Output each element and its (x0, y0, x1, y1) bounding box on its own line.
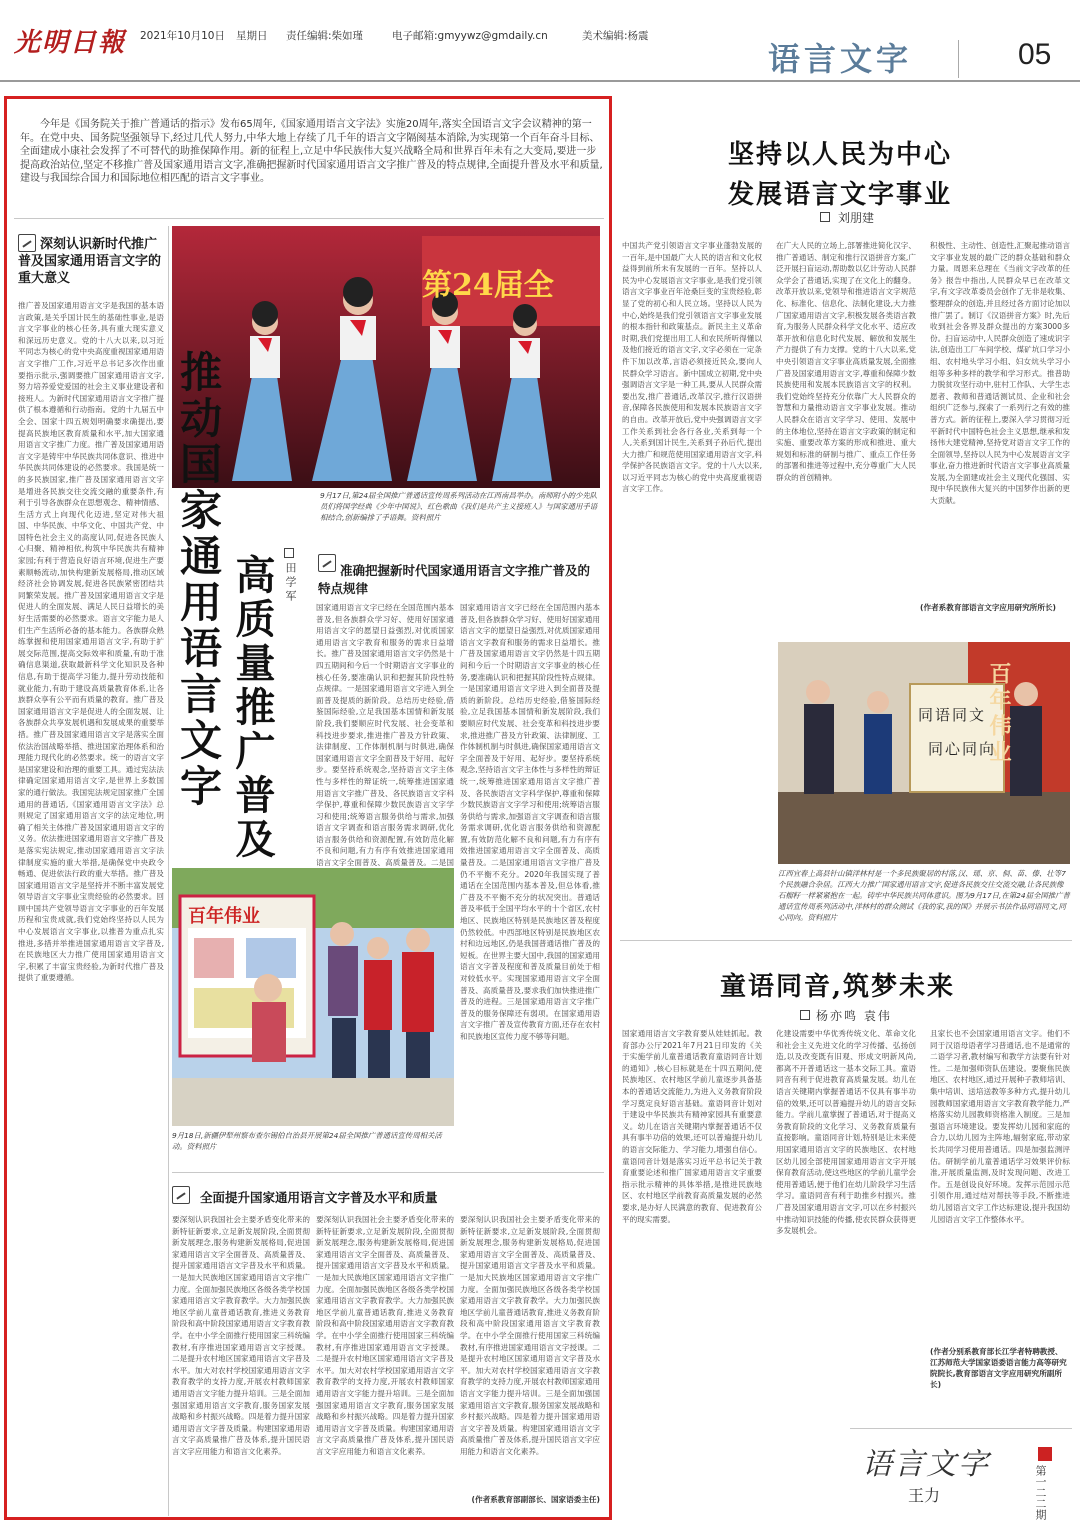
column-logo-box (850, 1428, 1072, 1521)
column-3-text-b: 要深刻认识我国社会主要矛盾变化带来的新特征新要求,立足新发展阶段,全面贯彻新发展理念,服务构建新发展格局,促进国家通用语言文字全面普及、高质量普及、提升国家通用语言文字普及水平和质量。一是加大民族地区国家通用语言文字推广力度。全面加强民族地区各级各类学校国家通用语言文字教育教学。大力加强民族地区学前儿童普通话教育,推进义务教育阶段和高中阶段国家通用语言文字教育教学。在中小学全面推行使用国家三科统编教材,有序推进国家通用语言文字授课。二是提升农村地区国家通用语言文字普及水平。加大对农村学校国家通用语言文字教育教学的支持力度,开展农村教师国家通用语言文字能力提升培训。三是全面加强国家通用语言文字教育,服务国家发展战略和乡村振兴战略。四是着力提升国家通用语言文字普及质量。构建国家通用语言文字高质量推广普及体系,提升国民语言文字应用能力和语言文化素养。 (316, 1215, 454, 1456)
photo-3-background-text: 百年伟业 (986, 662, 1012, 766)
article-1-author: 刘朋建 (838, 211, 875, 225)
article-2-column-1: 国家通用语言文字教育要从娃娃抓起。教育部办公厅2021年7月21日印发的《关于实施学前儿童普通话教育童语同音计划的通知》,核心目标就是在十四五期间,使民族地区、农村地区学前儿童逐步具备基本的普通话交流能力,为进入义务教育阶段学习奠定良好语言基础。童语同音计划对于建设中华民族共有精神家园具有重要意义。幼儿在语言关键期内掌握普通话不仅具有事半功倍的效果,还可以普遍提升幼儿的语言交际能力、学习能力,增强自信心。童语同音计划是落实习近平总书记关于教育重要论述和推广国家通用语言文字重要指示批示精神的具体举措,是推进民族地区、农村地区学前教育高质量发展的必然要求,是办好人民满意的教育、促进教育公平的现实需要。 (622, 1029, 762, 1224)
section-divider (620, 940, 1072, 941)
seal-stamp (1038, 1447, 1052, 1461)
editor-email: 电子邮箱:gmyywz@gmdaily.cn (392, 30, 548, 42)
main-title-line-1: 推动国家通用语言文字 (174, 350, 223, 810)
column-3-text-c: 要深刻认识我国社会主要矛盾变化带来的新特征新要求,立足新发展阶段,全面贯彻新发展理念,服务构建新发展格局,促进国家通用语言文字全面普及、高质量普及、提升国家通用语言文字普及水平和质量。一是加大民族地区国家通用语言文字推广力度。全面加强民族地区各级各类学校国家通用语言文字教育教学。大力加强民族地区学前儿童普通话教育,推进义务教育阶段和高中阶段国家通用语言文字教育教学。在中小学全面推行使用国家三科统编教材,有序推进国家通用语言文字授课。二是提升农村地区国家通用语言文字普及水平。加大对农村学校国家通用语言文字教育教学的支持力度,开展农村教师国家通用语言文字能力提升培训。三是全面加强国家通用语言文字教育,服务国家发展战略和乡村振兴战略。四是着力提升国家通用语言文字普及质量。构建国家通用语言文字高质量推广普及体系,提升国民语言文字应用能力和语言文化素养。 (460, 1215, 600, 1456)
masthead-divider (958, 40, 959, 78)
article-1-title-line-2: 发展语言文字事业 (728, 180, 953, 210)
article-2-title: 童语同音,筑梦未来 (720, 972, 956, 1002)
main-author: 田学军 (284, 562, 297, 604)
article-2-column-3: 且家长也不会国家通用语言文字。他们不同于汉语母语者学习普通话,也不是通常的二语学习者,教材编写和教学方法要有针对性。二是加强师资队伍建设。要聚焦民族地区、农村地区,通过开展种子教师培训、集中培训、送培送教等多种方式,提升幼儿园教师国家通用语言文字教育教学能力,严格落实幼儿园教师资格准入制度。三是加强语言环境建设。要发挥幼儿园和家庭的合力,以幼儿园为主阵地,辐射家庭,带动家长共同学习使用普通话。四是加强监测评估。研制学前儿童普通话学习效果评价标准,开展质量监测,及时发现问题、改进工作。五是创设良好环境。发挥示范园示范引领作用,通过结对帮扶等手段,不断推进幼儿园语言文字工作达标建设,提升我国幼儿园语言文字工作整体水平。 (930, 1029, 1070, 1224)
column-3-text-a: 要深刻认识我国社会主要矛盾变化带来的新特征新要求,立足新发展阶段,全面贯彻新发展理念,服务构建新发展格局,促进国家通用语言文字全面普及、高质量普及、提升国家通用语言文字普及水平和质量。一是加大民族地区国家通用语言文字推广力度。全面加强民族地区各级各类学校国家通用语言文字教育教学。大力加强民族地区学前儿童普通话教育,推进义务教育阶段和高中阶段国家通用语言文字教育教学。在中小学全面推行使用国家三科统编教材,有序推进国家通用语言文字授课。二是提升农村地区国家通用语言文字普及水平。加大对农村学校国家通用语言文字教育教学的支持力度,开展农村教师国家通用语言文字能力提升培训。三是全面加强国家通用语言文字教育,服务国家发展战略和乡村振兴战略。四是着力提升国家通用语言文字普及质量。构建国家通用语言文字高质量推广普及体系,提升国民语言文字应用能力和语言文化素养。 (172, 1215, 310, 1456)
photo-children-performance (172, 226, 600, 488)
article-1-author-note: (作者系教育部语言文字应用研究所所长) (920, 603, 1057, 612)
column-3-author-note: (作者系教育部副部长、国家语委主任) (471, 1495, 600, 1504)
page-number: 05 (1018, 38, 1052, 71)
photo-calligraphy-display (778, 642, 1070, 864)
column-logo-author: 王力 (908, 1486, 941, 1505)
issue-weekday: 星期日 (236, 30, 268, 42)
article-2-author-note: (作者分别系教育部长江学者特聘教授、江苏师范大学国家语委语言能力高等研究院院长,教育部语言文字应用研究所副所长) (930, 1347, 1067, 1389)
photo-3-drawing (778, 642, 1070, 864)
article-1-title-line-1: 坚持以人民为中心 (728, 140, 953, 170)
article-1-column-1: 中国共产党引领语言文字事业蓬勃发展的一百年,是中国最广大人民的语言和文化权益得到前所未有发展的一百年。坚持以人民为中心发展语言文字事业,是我们党引领语言文字事业百年沧桑巨变的宝贵经验,彰显了党的初心和人民立场。坚持以人民为中心,始终是我们党引领语言文字事业发展的根本指针和政策基点。新民主主义革命时期,我们党提出用工人和农民所听得懂以及他们接近的语言文字,文字必须在一定条件下加以改革,言语必须接近民众,要向人民群众学习语言。新中国成立初期,党中央强调语言文字是一种工具,要从人民群众需要出发,推广普通话,改革汉字,推行汉语拼音,保障各民族使用和发展本民族语言文字的自由。改革开放后,党中央强调语言文字工作关系到社会各行各业,关系到每一个人,关系到国计民生,关系到子孙后代,提出大力推广和规范使用国家通用语言文字,科学保护各民族语言文字。党的十八大以来,以习近平同志为核心的党中央高度重视语言文字工作。 (622, 241, 762, 494)
subhead-2: 准确把握新时代国家通用语言文字推广普及的特点规律 (318, 563, 591, 596)
newspaper-logo: 光明日報 (14, 28, 127, 58)
article-2-column-2: 化建设需要中华优秀传统文化、革命文化和社会主义先进文化的学习传播、弘扬创造,以及改变既有旧观、形成文明新风尚,都离不开普通话这一基本交际工具。童语同音有利于促进教育高质量发展。幼儿在语言关键期内掌握普通话不仅具有事半功倍的效果,还可以普遍提升幼儿的语言交际能力。学前儿童掌握了普通话,对于提高义务教育阶段的文化学习、义务教育质量有直接影响。童语同音计划,特别是让未来使用国家通用语言文字的民族地区、农村地区幼儿园全部使用国家通用语言文字开展保育教育活动,使这些地区的学前儿童学会使用普通话,便于他们在幼儿阶段学习生活学习。童语同音有利于助推乡村振兴。推广普及国家通用语言文字,可以在乡村振兴中推动知识技能的传播,使农民群众获得更多发展机会。 (776, 1029, 916, 1236)
issue-date: 2021年10月10日 (140, 30, 225, 42)
photo-1-caption: 9月17日,第24届全国推广普通话宣传周系列活动在江西南昌举办。南师附小的少先队员们将国学经典《少年中国说》、红色歌曲《我们是共产主义接班人》与国家通用手语相结合,创新编排了手语舞。资料照片 (320, 491, 598, 522)
photo-3-calligraphy-1: 同语同文 (918, 706, 987, 724)
article-1-column-2: 在广大人民的立场上,部署推进简化汉字、推广普通话、制定和推行汉语拼音方案,广泛开展扫盲运动,帮助数以亿计劳动人民群众学会了普通话,实现了在文化上的翻身。改革开放以来,党领导和推进语言文字规范化、标准化、信息化、法制化建设,大力推广国家通用语言文字,积极发展各类语言教育,为服务人民群众科学文化水平、适应改革开放和信息化时代发展、解放和发展生产力提供了有力支撑。党的十八大以来,党中央引领语言文字事业高质量发展,全面推广普及国家通用语言文字,尊重和保障少数民族使用和发展本民族语言文字的权利。我们党始终坚持充分依靠广大人民群众的智慧和力量推动语言文字事业发展。推动人民群众在语言文字学习、使用、发展中的主体地位,坚持在语言文字政策的制定和实施、重要改革方案的形成和推进、重大规划和标准的研制与推广、重点工作任务的部署和推进等过程中,充分尊重广大人民群众的首创精神。 (776, 241, 916, 482)
column-2-text-a: 国家通用语言文字已经在全国范围内基本普及,但各族群众学习好、使用好国家通用语言文字的愿望日益强烈,对优质国家通用语言文字教育和服务的需求日益增长。推广普及国家通用语言文字仍然是十四五期间和今后一个时期语言文字事业的核心任务,要准确认识和把握其阶段性特点规律。一是国家通用语言文字进入到全面普及提质的新阶段。总结历史经验,借鉴国际经验,立足我国基本国情和新发展阶段,我们要顺应时代发展、社会变革和科技进步要求,推进推广普及方针政策、法律制度、工作体制机制与时俱进,确保国家通用语言文字全面普及于好用、起好步。要坚持系统观念,坚持语言文字主体性与多样性的辩证统一,统筹推进国家通用语言文字推广普及、各民族语言文字科学保护,尊重和保障少数民族语言文字学习和使用;统筹语言服务供给与需求,加强语言文字调查和语言服务需求调研,优化语言服务供给和资源配置,有效防范化解不良和问题,有力有序有效推进国家通用语言文字全面普及、高质量普及。二是国 (316, 603, 454, 868)
article-1-column-3: 积极性、主动性、创造性,汇聚起推动语言文字事业发展的最广泛的群众基础和群众力量。周恩来总理在《当前文字改革的任务》报告中指出,人民群众早已在改革文字,有文字改革委员会创作了无非是收集、整理群众的创造,并且经过各方面讨论加以推广罢了。制订《汉语拼音方案》时,先后收到社会各界及群众提出的方案3000多份。扫盲运动中,人民群众创造了速成识字法,创造出工厂车间学校、煤矿坑口学习小组、农村地头学习小组、妇女炕头学习小组等多种多样的教学和学习形式。推普助力脱贫攻坚行动中,驻村工作队、大学生志愿者、教师和普通话测试员、企业和社会组织广泛参与,探索了一系列行之有效的推普方式。新的征程上,要深入学习贯彻习近平新时代中国特色社会主义思想,继承和发扬伟大建党精神,坚持党对语言文字工作的全面领导,坚持以人民为中心发展语言文字事业,奋力推进新时代语言文字事业高质量发展,为全面建成社会主义现代化强国、实现中华民族伟大复兴的中国梦作出新的更大贡献。 (930, 241, 1070, 506)
masthead (0, 0, 1080, 82)
column-2-text-b: 国家通用语言文字已经在全国范围内基本普及,但各族群众学习好、使用好国家通用语言文字的愿望日益强烈,对优质国家通用语言文字教育和服务的需求日益增长。推广普及国家通用语言文字仍然是十四五期间和今后一个时期语言文字事业的核心任务,要准确认识和把握其阶段性特点规律。一是国家通用语言文字进入到全面普及提质的新阶段。总结历史经验,借鉴国际经验,立足我国基本国情和新发展阶段,我们要顺应时代发展、社会变革和科技进步要求,推进推广普及方针政策、法律制度、工作体制机制与时俱进,确保国家通用语言文字全面普及于好用、起好步。要坚持系统观念,坚持语言文字主体性与多样性的辩证统一,统筹推进国家通用语言文字推广普及、各民族语言文字科学保护,尊重和保障少数民族语言文字学习和使用;统筹语言服务供给与需求,加强语言文字调查和语言服务需求调研,优化语言服务供给和资源配置,有效防范化解不良和问题,有力有序有效推进国家通用语言文字全面普及、高质量普及。二是国家通用语言文字推广普及仍不平衡不充分。2020年我国实现了普通话在全国范围内基本普及,但总体看,推广普及不平衡不充分的状况突出。普通话普及率低于全国平均水平的十个省区,农村地区、民族地区特别是民族地区普及程度仍然较低。中西部地区特别是民族地区农村和边远地区,仍是我国普通话推广普及的短板。在世界主要大国中,我国的国家通用语言文字普及程度和普及质量目前处于相对较低水平。实现国家通用语言文字全面普及、高质量普及,要求我们加快推进推广普及的进程。三是国家通用语言文字推广普及的服务保障还有弱项。在国家通用语言文字推广普及宣传教育方面,还存在农村和民族地区宣传力度不够等问题。 (460, 603, 600, 1041)
author-marker (284, 548, 294, 558)
author-marker (820, 212, 830, 222)
pen-icon (172, 1186, 190, 1204)
responsible-editor: 责任编辑:柴如瑾 (286, 30, 364, 42)
photo-3-caption: 江西宜春上高县针山镇洋林村是一个多民族聚居的村落,汉、瑶、京、侗、苗、傣、壮等7个民族融合杂居。江西大力推广国家通用语言文字,促进各民族交往交流交融,让各民族像石榴籽一样紧紧抱在一起。铸牢中华民族共同体意识。图为9月17日,在第24届全国推广普通话宣传周系列活动中,洋林村的群众测试《我的家,我的国》并展示书法作品同语同文,同心同向。资料照片 (778, 869, 1070, 922)
subhead-1: 深刻认识新时代推广普及国家通用语言文字的重大意义 (18, 237, 162, 286)
photo-1-banner: 第24届全 (422, 268, 554, 303)
column-issue-number: 第一二二期 (1034, 1465, 1047, 1520)
subhead-3: 全面提升国家通用语言文字普及水平和质量 (200, 1190, 438, 1205)
photo-3-calligraphy-2: 同心同向 (928, 740, 997, 758)
section-divider (172, 1172, 604, 1173)
column-1-text: 推广普及国家通用语言文字是我国的基本语言政策,是关乎国计民生的基础性事业,是语言文字事业的核心任务,具有重大现实意义和深远历史意义。党的十八大以来,以习近平同志为核心的党中央高度重视国家通用语言文字推广工作,习近平总书记多次作出重要指示批示,强调要推广国家通用语言文字,努力培养爱党爱国的社会主义事业建设者和接班人。为新时代国家通用语言文字推广提供了根本遵循和行动指南。党的十九届五中全会、国家十四五规划明确要求确提出,要提高民族地区教育质量和水平,加大国家通用语言文字推广力度。推广普及国家通用语言文字是铸牢中华民族共同体意识、推进中华民族共同体建设的必然要求。我国是统一的多民族国家,推广普及国家通用语言文字是增进各民族交往交流交融的重要条件,有利于引导各族群众在思想观念、精神情感、生活方式上向现代化迈进,坚定对伟大祖国、中华民族、中华文化、中国共产党、中国特色社会主义的高度认同,促进各民族人心归聚、精神相依,构筑中华民族共有精神家园;有利于营造良好语言环境,促进生产要素顺畅流动,加快构建新发展格局,推动区域经济社会协调发展,促进各民族紧密团结共同繁荣发展。推广普及国家通用语言文字是促进人的全面发展、满足人民日益增长的美好生活需要的必然要求。语言文字能力是人们生产生活所必备的基本能力。各族群众熟练掌握和使用国家通用语言文字,有助于扩展交际范围,提高交际效率和质量,有助于准确信息渠道,获取最新科学文化知识及各种信息,有助于提高学习能力,提升劳动技能和就业能力,有助于建设高质量教育体系,让各族群众享有公平而有质量的教育。推广普及国家通用语言文字是促进人的全面发展、让各族群众共享发展机遇和发展成果的重要举措。推广普及国家通用语言文字是落实全面依法治国战略举措、推进国家治理体系和治理能力现代化的必然要求。统一的语言文字是国家建设和治理的重要工具。通过宪法法律确定国家通用语言文字,是世界上多数国家的通行做法。我国宪法规定国家推广全国通用的普通话,《国家通用语言文字法》总则规定了国家通用语言文字的法定地位,明确了相关主体推广普及国家通用语言文字的义务。依法推进国家通用语言文字推广普及是落实宪法规定,推动国家通用语言文字法律制度实施的重大举措,是确保党中央政令畅通、促进依法行政的重大举措。推广普及国家通用语言文字是坚持并不断丰富发展党领导语言文字事业宝贵经验的必然要求。回顾中国共产党领导语言文字事业的百年发展历程和宝贵成就,我们党始终坚持以人民为中心发展语言文字事业,以推普为重点扎实推进,多措并举推进国家通用语言文字普及,在民族地区大力推广使用国家通用语言文字,积累了丰富宝贵经验,为新时代推广普及提供了重要遵循。 (18, 301, 164, 983)
section-name: 语言文字 (768, 40, 913, 78)
column-logo-calligraphy: 语言文字 (862, 1447, 990, 1482)
main-title-line-2: 高质量推广普及 (229, 554, 276, 862)
photo-students-exhibition (172, 868, 454, 1126)
art-editor: 美术编辑:杨震 (582, 30, 649, 42)
photo-2-board-text: 百年伟业 (188, 906, 260, 927)
photo-2-caption: 9月18日,新疆伊犁州察布查尔锡伯自治县开展第24届全国推广普通话宣传周相关活动。资料照片 (172, 1131, 442, 1151)
author-marker (800, 1010, 810, 1020)
intro-divider (14, 218, 604, 219)
intro-paragraph: 今年是《国务院关于推广普通话的指示》发布65周年,《国家通用语言文字法》实施20周年,落实全国语言文字会议精神的第一年。在党中央、国务院坚强领导下,经过几代人努力,中华大地上存续了几千年的语言文字隔阂基本消除,为实现第一个百年奋斗目标、全面建成小康社会发挥了不可替代的助推保障作用。新的征程上,立足中华民族伟大复兴战略全局和世界百年未有之大变局,要进一步提高政治站位,坚定不移推广普及国家通用语言文字,准确把握新时代国家通用语言文字推广普及的特点规律,全面提升普及水平和质量,建设与我国综合国力和国际地位相匹配的语言文字事业。 (20, 119, 603, 184)
article-2-authors: 杨亦鸣 袁伟 (816, 1009, 892, 1023)
